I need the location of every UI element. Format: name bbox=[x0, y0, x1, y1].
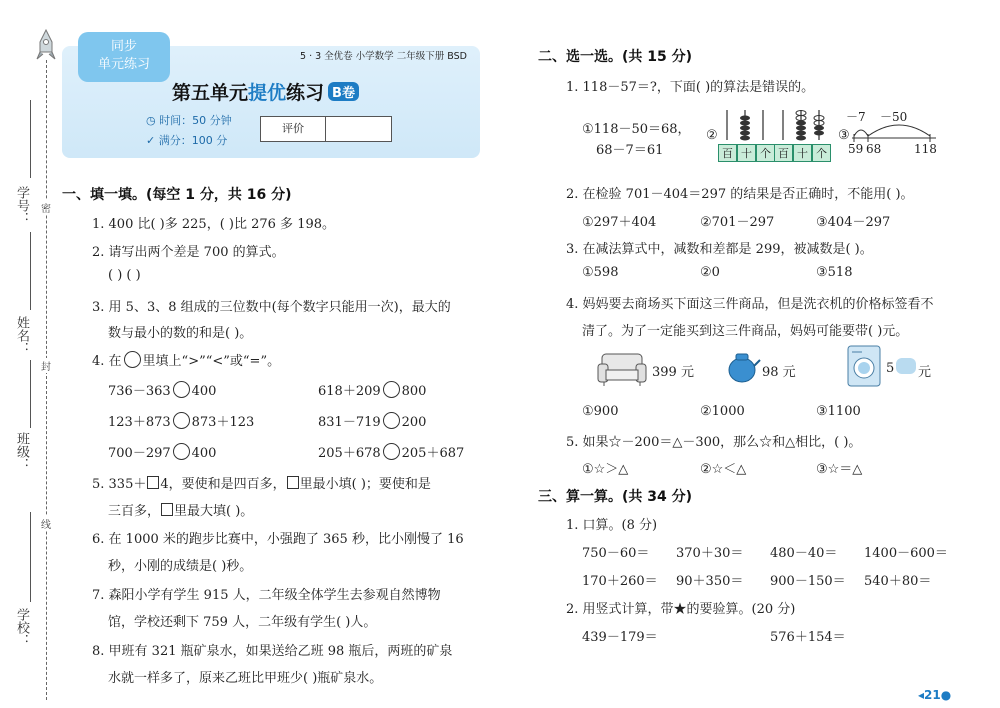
rocket-icon bbox=[36, 28, 56, 66]
check-icon: ✓ bbox=[146, 134, 159, 147]
compare-c: 831－719 bbox=[318, 415, 381, 430]
clock-icon: ◷ bbox=[146, 114, 160, 127]
q2-4-opt2: ②1000 bbox=[700, 404, 745, 419]
q2-1-opt1-line2: 68－7＝61 bbox=[596, 143, 664, 158]
compare-d: 205＋687 bbox=[401, 446, 465, 461]
numline-59: 59 bbox=[848, 142, 864, 156]
binding-dashed-line bbox=[46, 60, 47, 700]
q1-4-post: 里填上“>”“<”或“=”。 bbox=[142, 354, 281, 369]
q2-2-opt3: ③404－297 bbox=[816, 215, 891, 230]
oral-4: 1400－600＝ bbox=[864, 546, 948, 561]
q2-1-opt1-line1: ①118－50＝68， bbox=[582, 122, 691, 137]
q2-5: 5. 如果☆－200＝△－300，那么☆和△相比，( )。 bbox=[566, 435, 862, 450]
section3-title: 三、算一算。(共 34 分) bbox=[538, 489, 693, 505]
q1-6-line1: 6. 在 1000 米的跑步比赛中，小强跑了 365 秒，比小刚慢了 16 bbox=[92, 532, 464, 547]
compare-row2-left bbox=[108, 411, 254, 430]
abacus-1-base bbox=[718, 144, 775, 162]
washing-machine-icon bbox=[846, 344, 882, 392]
compare-d: 200 bbox=[401, 415, 427, 430]
seal-mi: 密 bbox=[41, 200, 51, 215]
vertical-calc-1: 439－179＝ bbox=[582, 630, 658, 645]
numline-m50: －50 bbox=[880, 110, 908, 124]
q1-3-line1: 3. 用 5、3、8 组成的三位数中(每个数字只能用一次)，最大的 bbox=[92, 300, 451, 315]
title-c: 练习 bbox=[286, 82, 325, 104]
q1-8-line2: 水就一样多了，原来乙班比甲班少( )瓶矿泉水。 bbox=[108, 671, 383, 686]
kettle-price: 98 元 bbox=[762, 365, 796, 380]
title-tag: B卷 bbox=[328, 82, 359, 101]
compare-b: 873＋123 bbox=[191, 415, 255, 430]
compare-c: 618＋209 bbox=[318, 384, 381, 399]
q2-5-opt2: ②☆＜△ bbox=[700, 462, 747, 477]
q1-5-b: 4，要使和是四百多， bbox=[160, 477, 286, 492]
compare-row2-right bbox=[318, 411, 426, 430]
q2-2-opt2: ②701－297 bbox=[700, 215, 775, 230]
oral-8: 540＋80＝ bbox=[864, 574, 932, 589]
page-dot-icon: ● bbox=[940, 688, 952, 702]
badge-line2: 单元练习 bbox=[97, 57, 150, 72]
title-a: 第五单元 bbox=[172, 82, 249, 104]
numline-68: 68 bbox=[866, 142, 882, 156]
compare-c: 205＋678 bbox=[318, 446, 381, 461]
q2-2: 2. 在检验 701－404＝297 的结果是否正确时，不能用( )。 bbox=[566, 187, 914, 202]
sync-badge bbox=[78, 32, 170, 82]
name-label: 姓名： bbox=[14, 316, 29, 355]
compare-circle[interactable] bbox=[173, 381, 190, 398]
sofa-icon bbox=[596, 348, 650, 392]
page-title bbox=[172, 78, 359, 105]
q1-5-a: 5. 335＋ bbox=[92, 477, 147, 492]
q1-4-pre: 4. 在 bbox=[92, 354, 122, 369]
washer-unit: 元 bbox=[918, 365, 932, 380]
school-blank[interactable] bbox=[30, 512, 31, 602]
abacus-label: 十 bbox=[737, 144, 756, 162]
score-info bbox=[146, 132, 227, 148]
compare-a: 700－297 bbox=[108, 446, 171, 461]
compare-d: 800 bbox=[401, 384, 427, 399]
compare-row1-left bbox=[108, 380, 216, 399]
oral-1: 750－60＝ bbox=[582, 546, 650, 561]
eval-blank[interactable] bbox=[326, 117, 391, 141]
series-text: 5 · 3 全优卷 小学数学 二年级下册 BSD bbox=[300, 51, 467, 62]
square-icon bbox=[147, 476, 159, 489]
square-icon bbox=[161, 503, 173, 516]
abacus-2-base bbox=[774, 144, 831, 162]
q2-1-opt2: ② bbox=[706, 128, 718, 143]
q2-1: 1. 118－57＝?，下面( )的算法是错误的。 bbox=[566, 80, 815, 95]
q2-3-opt3: ③518 bbox=[816, 265, 853, 280]
compare-circle[interactable] bbox=[383, 381, 400, 398]
compare-row1-right bbox=[318, 380, 426, 399]
oral-6: 90＋350＝ bbox=[676, 574, 744, 589]
q1-8-line1: 8. 甲班有 321 瓶矿泉水，如果送给乙班 98 瓶后，两班的矿泉 bbox=[92, 644, 453, 659]
score-text: 满分：100 分 bbox=[158, 134, 228, 147]
time-text: 时间：50 分钟 bbox=[159, 114, 232, 127]
compare-circle[interactable] bbox=[173, 443, 190, 460]
compare-row3-right bbox=[318, 442, 464, 461]
q1-5-d: 三百多， bbox=[108, 504, 161, 519]
seal-feng: 封 bbox=[41, 358, 51, 373]
title-b: 提优 bbox=[248, 82, 287, 104]
class-label: 班级： bbox=[14, 432, 29, 471]
q1-5-line2 bbox=[108, 500, 253, 519]
numline-118: 118 bbox=[914, 142, 937, 156]
q1-2: 2. 请写出两个差是 700 的算式。 bbox=[92, 245, 285, 260]
kettle-icon bbox=[724, 348, 762, 388]
q2-4-opt1: ①900 bbox=[582, 404, 619, 419]
name-blank[interactable] bbox=[30, 232, 31, 310]
oral-3: 480－40＝ bbox=[770, 546, 838, 561]
evaluation-box bbox=[260, 116, 392, 142]
square-icon bbox=[287, 476, 299, 489]
number-blank[interactable] bbox=[30, 100, 31, 178]
compare-circle[interactable] bbox=[173, 412, 190, 429]
q2-3: 3. 在减法算式中，减数和差都是 299，被减数是( )。 bbox=[566, 242, 873, 257]
q2-4-line1: 4. 妈妈要去商场买下面这三件商品，但是洗衣机的价格标签看不 bbox=[566, 297, 934, 312]
compare-circle[interactable] bbox=[383, 412, 400, 429]
washer-price: 5 bbox=[886, 361, 895, 376]
q1-2-blanks: ( ) ( ) bbox=[108, 268, 141, 283]
q2-5-opt1: ①☆＞△ bbox=[582, 462, 629, 477]
q3-2: 2. 用竖式计算，带★的要验算。(20 分) bbox=[566, 602, 796, 617]
q1-5-line1 bbox=[92, 473, 431, 492]
abacus-label: 百 bbox=[718, 144, 737, 162]
abacus-label: 百 bbox=[774, 144, 793, 162]
number-label: 学号： bbox=[14, 186, 29, 225]
eval-label: 评价 bbox=[261, 117, 326, 141]
q1-5-e: 里最大填( )。 bbox=[174, 504, 254, 519]
q2-4-opt3: ③1100 bbox=[816, 404, 861, 419]
section2-title: 二、选一选。(共 15 分) bbox=[538, 49, 693, 65]
abacus-label: 个 bbox=[812, 144, 831, 162]
page-number-text: 21 bbox=[924, 688, 941, 702]
q2-4-line2: 清了。为了一定能买到这三件商品，妈妈可能要带( )元。 bbox=[582, 324, 909, 339]
q1-4 bbox=[92, 350, 280, 369]
q2-3-opt1: ①598 bbox=[582, 265, 619, 280]
section1-title: 一、填一填。(每空 1 分，共 16 分) bbox=[62, 187, 292, 203]
q3-1: 1. 口算。(8 分) bbox=[566, 518, 658, 533]
compare-a: 123＋873 bbox=[108, 415, 171, 430]
q2-5-opt3: ③☆＝△ bbox=[816, 462, 863, 477]
q2-2-opt1: ①297＋404 bbox=[582, 215, 657, 230]
abacus-label: 个 bbox=[756, 144, 775, 162]
q2-1-opt3: ③ bbox=[838, 128, 850, 143]
numline-m7: －7 bbox=[846, 110, 866, 124]
q1-7-line1: 7. 森阳小学有学生 915 人，二年级全体学生去参观自然博物 bbox=[92, 588, 441, 603]
oral-7: 900－150＝ bbox=[770, 574, 846, 589]
compare-circle[interactable] bbox=[383, 443, 400, 460]
class-blank[interactable] bbox=[30, 360, 31, 428]
seal-xian: 线 bbox=[41, 516, 51, 531]
school-label: 学校： bbox=[14, 608, 29, 647]
time-info bbox=[146, 112, 232, 128]
vertical-calc-2: 576＋154＝ bbox=[770, 630, 846, 645]
page-number bbox=[918, 688, 951, 702]
sofa-price: 399 元 bbox=[652, 365, 694, 380]
badge-line1: 同步 bbox=[110, 39, 137, 54]
compare-a: 736－363 bbox=[108, 384, 171, 399]
compare-row3-left bbox=[108, 442, 216, 461]
oral-2: 370＋30＝ bbox=[676, 546, 744, 561]
q1-3-line2: 数与最小的数的和是( )。 bbox=[108, 326, 253, 341]
q1-1: 1. 400 比( )多 225，( )比 276 多 198。 bbox=[92, 217, 336, 232]
compare-b: 400 bbox=[191, 384, 217, 399]
q1-5-c: 里最小填( )；要使和是 bbox=[299, 477, 431, 492]
compare-b: 400 bbox=[191, 446, 217, 461]
circle-icon bbox=[124, 351, 141, 368]
q1-6-line2: 秒，小刚的成绩是( )秒。 bbox=[108, 559, 253, 574]
page-number-icon: ◂ bbox=[918, 688, 925, 702]
q1-7-line2: 馆，学校还剩下 759 人，二年级有学生( )人。 bbox=[108, 615, 377, 630]
q2-3-opt2: ②0 bbox=[700, 265, 720, 280]
abacus-label: 十 bbox=[793, 144, 812, 162]
oral-5: 170＋260＝ bbox=[582, 574, 658, 589]
smudge-icon bbox=[896, 358, 916, 374]
